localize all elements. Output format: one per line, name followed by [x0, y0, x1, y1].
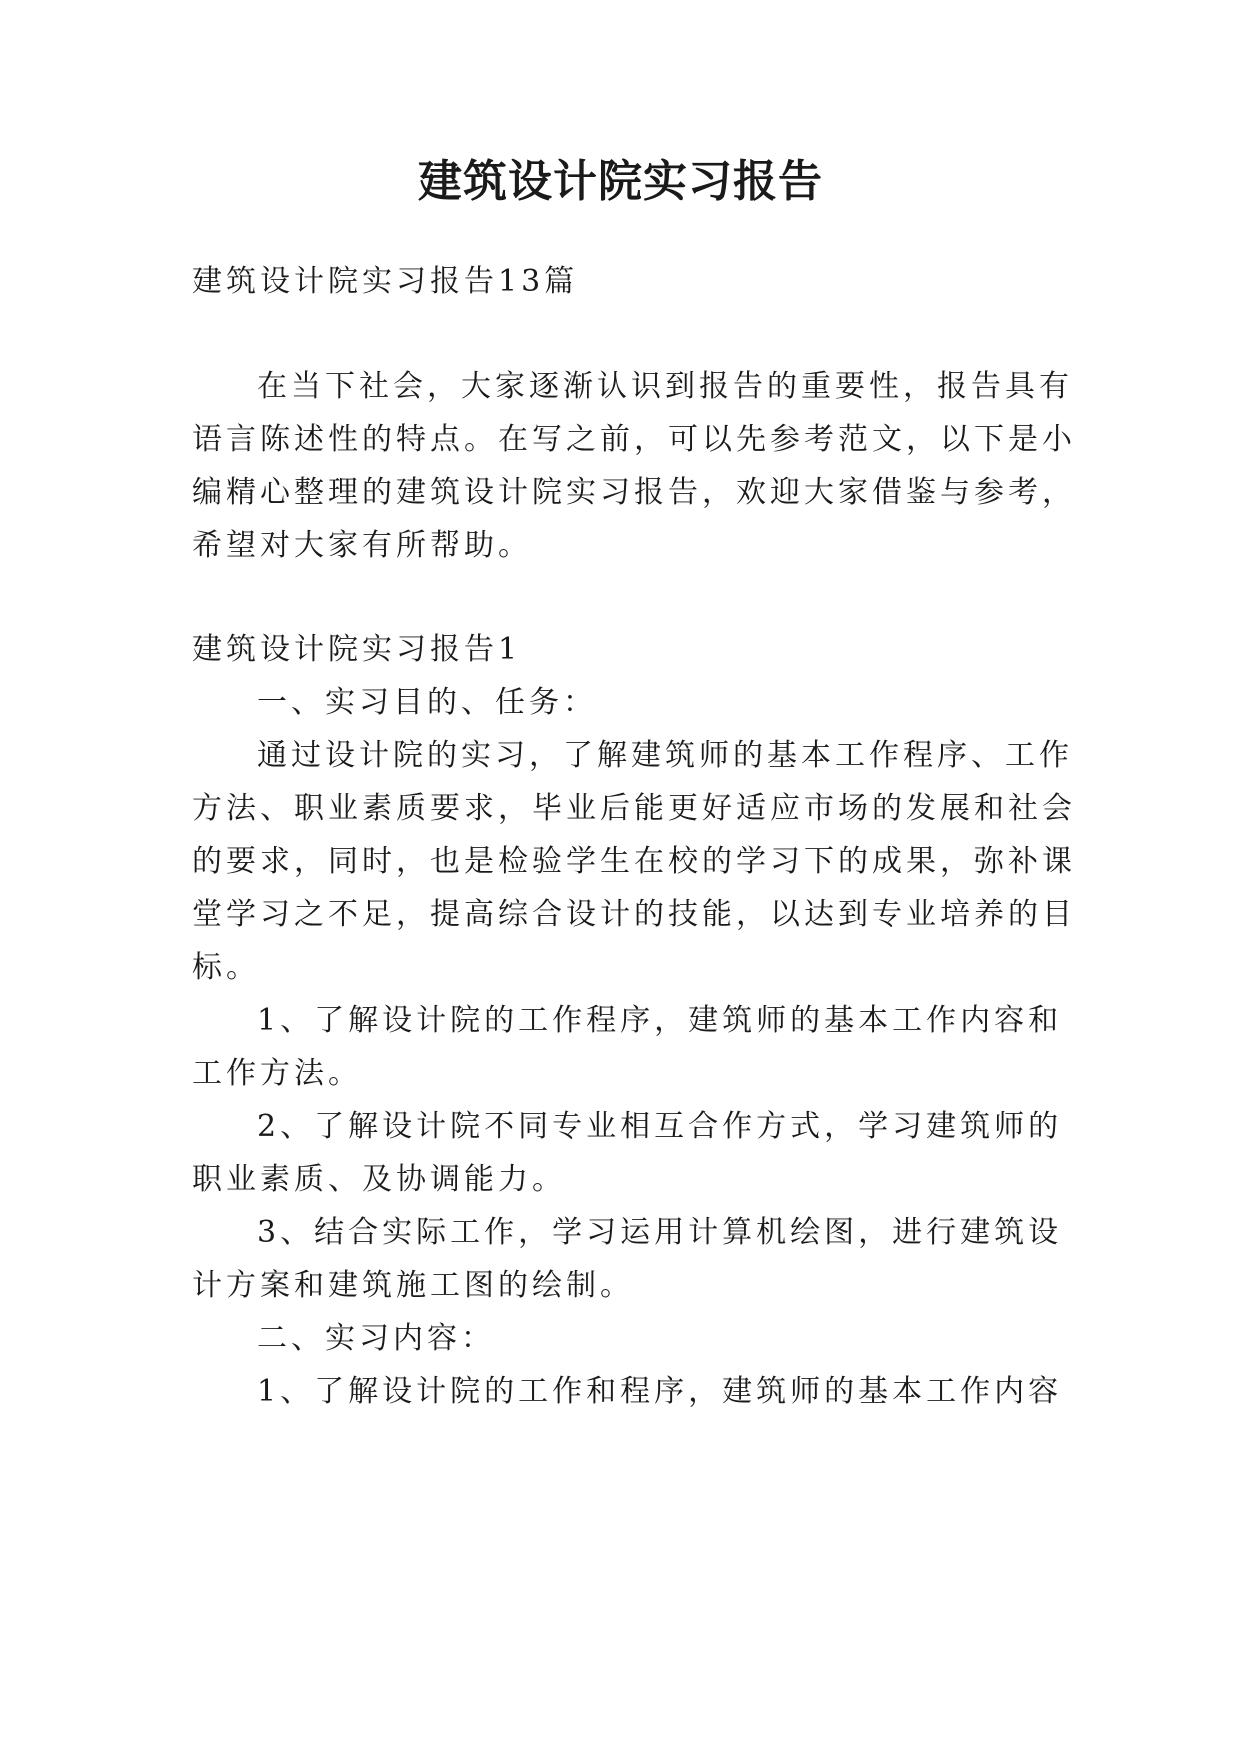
purpose-line: 方法、职业素质要求，毕业后能更好适应市场的发展和社会: [192, 791, 1076, 826]
section-one-heading: 一、实习目的、任务：: [257, 685, 597, 720]
section-heading: 建筑设计院实习报告1: [192, 632, 522, 667]
section-two-heading: 二、实习内容：: [257, 1321, 495, 1356]
task-item-line: 职业素质、及协调能力。: [192, 1162, 566, 1197]
purpose-line: 堂学习之不足，提高综合设计的技能，以达到专业培养的目: [192, 897, 1076, 932]
intro-line: 编精心整理的建筑设计院实习报告，欢迎大家借鉴与参考，: [192, 475, 1076, 510]
intro-line: 语言陈述性的特点。在写之前，可以先参考范文，以下是小: [192, 422, 1076, 457]
purpose-line: 标。: [192, 950, 260, 985]
task-item-line: 2、了解设计院不同专业相互合作方式，学习建筑师的: [257, 1109, 1063, 1144]
purpose-line: 通过设计院的实习，了解建筑师的基本工作程序、工作: [257, 738, 1073, 773]
intro-line: 在当下社会，大家逐渐认识到报告的重要性，报告具有: [257, 369, 1073, 404]
task-item-line: 工作方法。: [192, 1056, 362, 1091]
document-title: 建筑设计院实习报告: [418, 156, 823, 207]
task-item-line: 1、了解设计院的工作程序，建筑师的基本工作内容和: [257, 1003, 1063, 1038]
document-subtitle: 建筑设计院实习报告13篇: [192, 264, 579, 299]
content-line: 1、了解设计院的工作和程序，建筑师的基本工作内容: [257, 1374, 1063, 1409]
task-item-line: 3、结合实际工作，学习运用计算机绘图，进行建筑设: [257, 1215, 1063, 1250]
purpose-line: 的要求，同时，也是检验学生在校的学习下的成果，弥补课: [192, 844, 1076, 879]
intro-line: 希望对大家有所帮助。: [192, 528, 532, 563]
task-item-line: 计方案和建筑施工图的绘制。: [192, 1268, 634, 1303]
